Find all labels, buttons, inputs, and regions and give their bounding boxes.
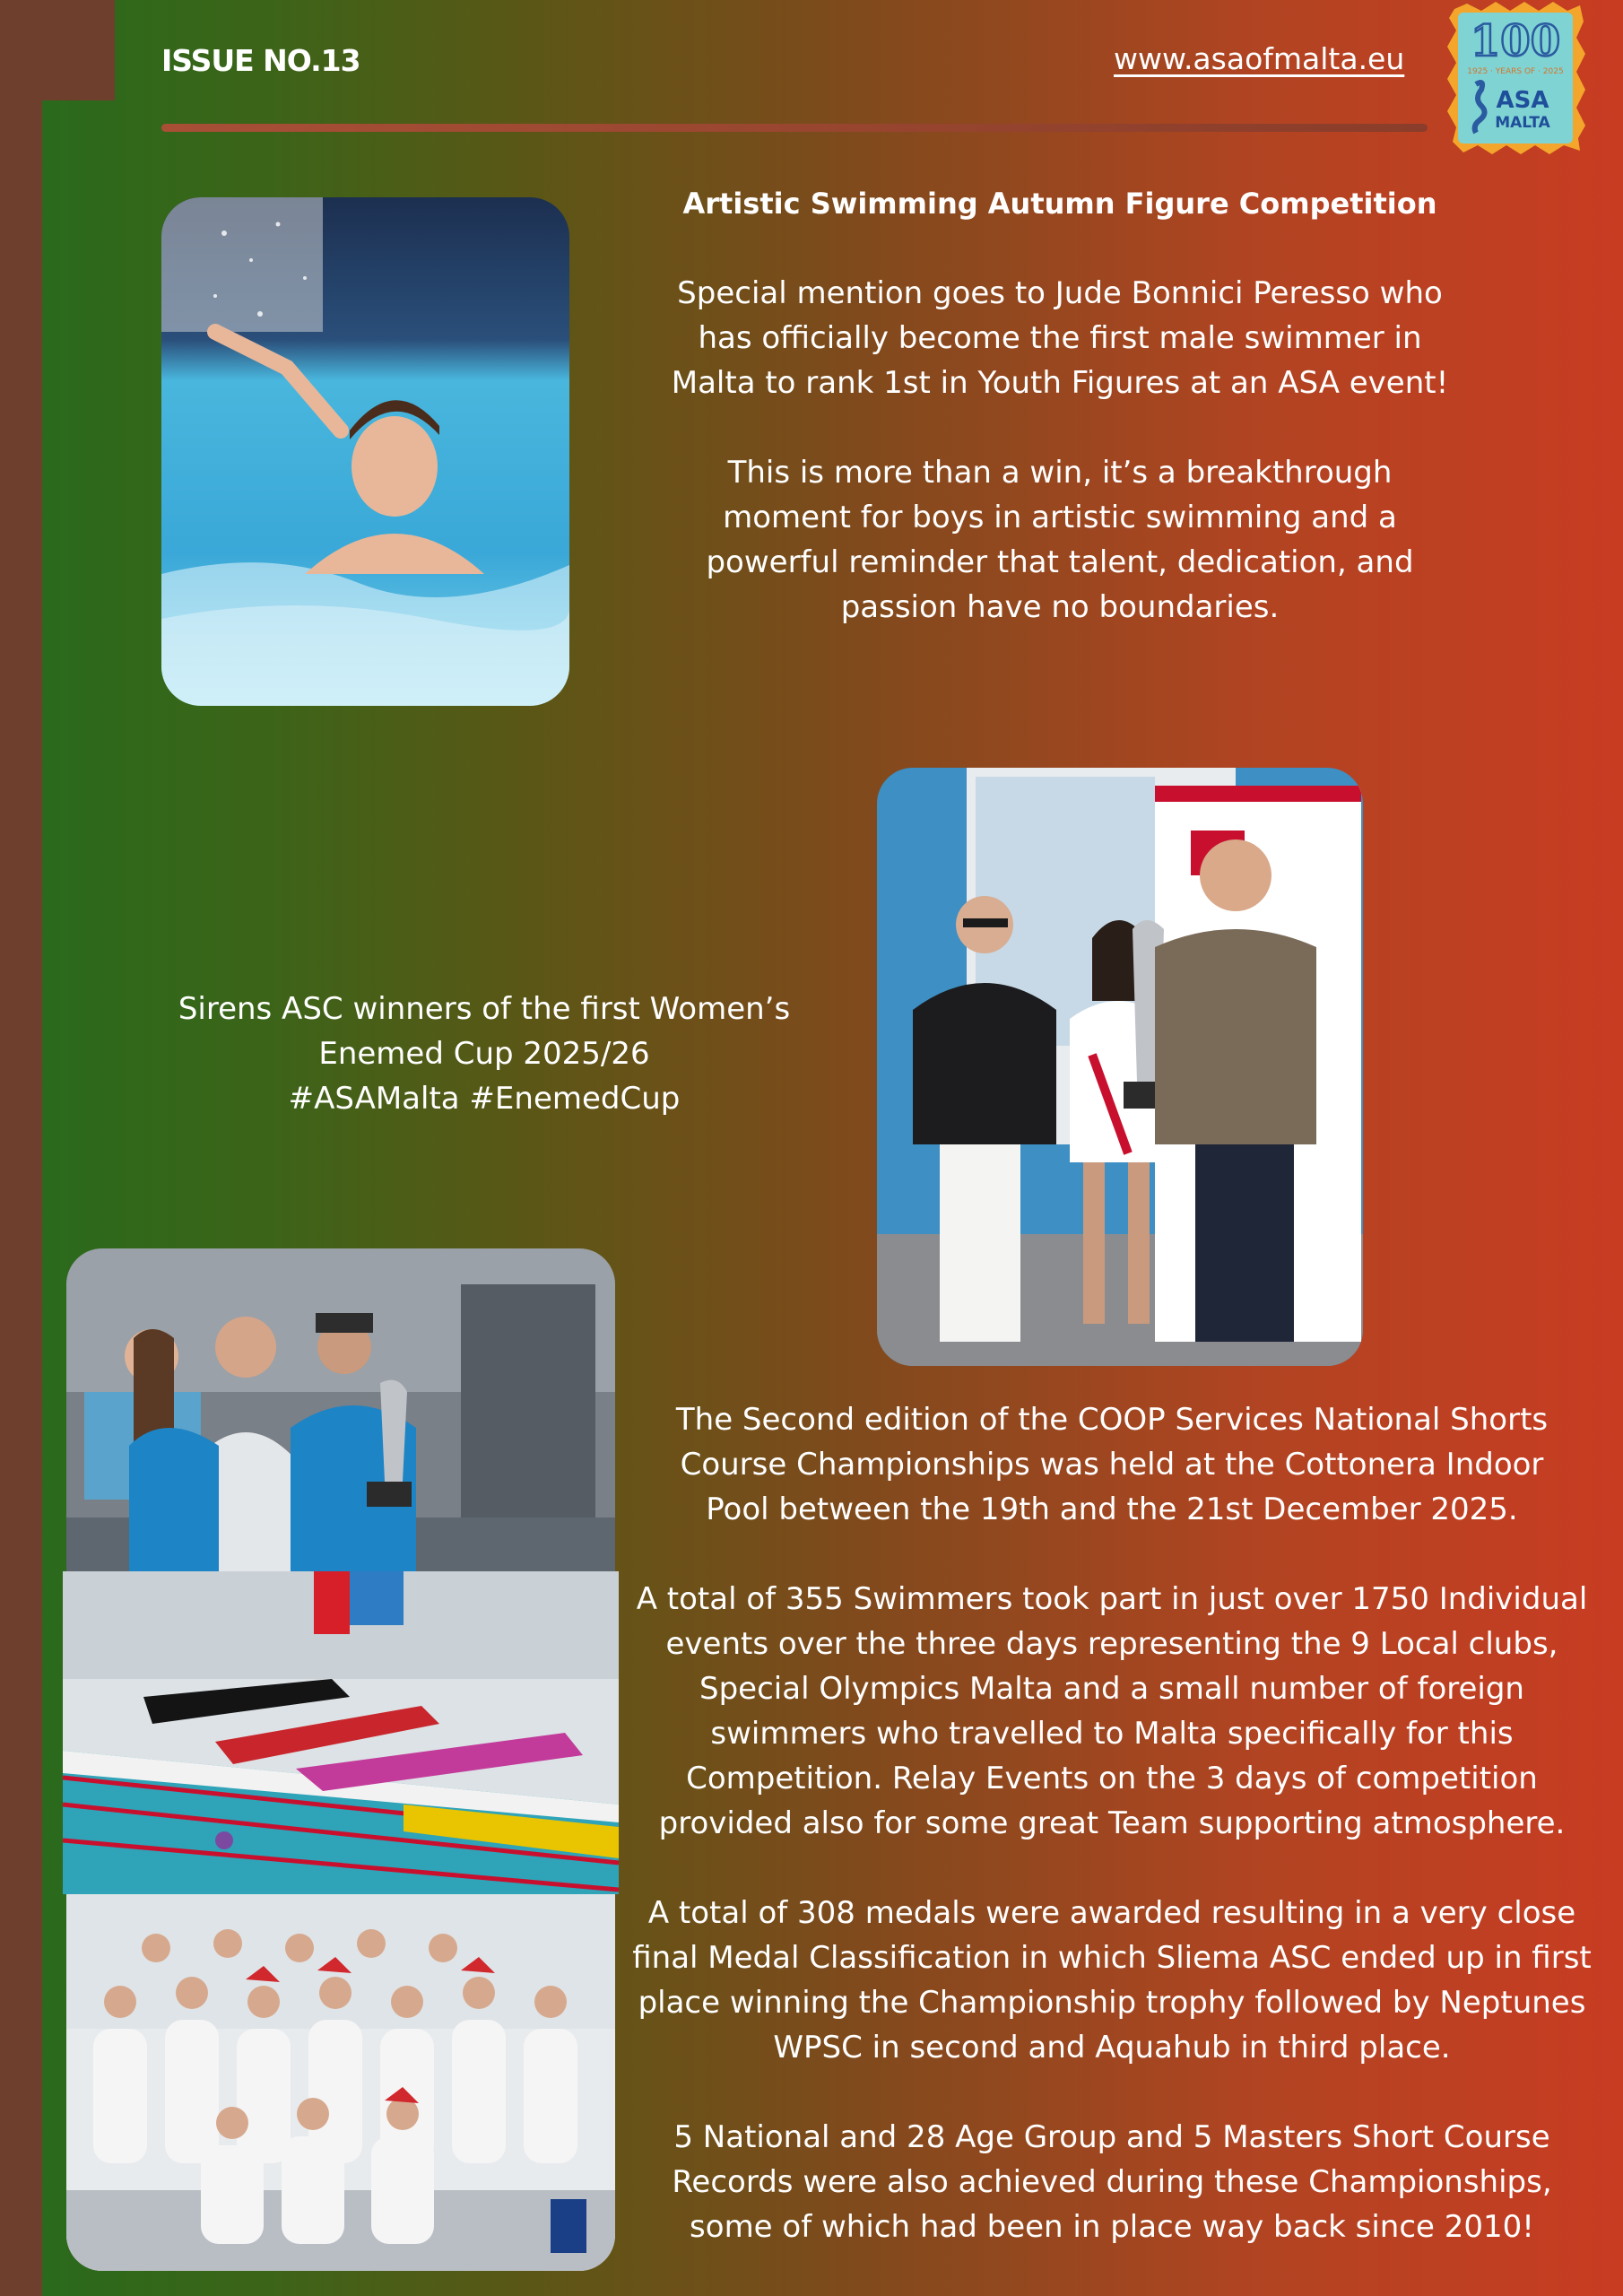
logo-name-bottom: MALTA xyxy=(1495,114,1550,132)
header-divider xyxy=(161,124,1428,132)
asa-malta-centenary-logo xyxy=(1445,2,1585,154)
sirens-caption-line-2: Enemed Cup 2025/26 xyxy=(318,1036,650,1072)
championship-paragraph-4: 5 National and 28 Age Group and 5 Masters Short Course Records were also achieved during these Championships, some of which had been in place way back since 2010! xyxy=(672,2119,1552,2245)
logo-years: 1925 · YEARS OF · 2025 xyxy=(1467,67,1564,76)
logo-number: 100 xyxy=(1470,16,1561,66)
sirens-caption-line-1: Sirens ASC winners of the first Women’s xyxy=(178,991,791,1027)
sirens-caption-line-3: #ASAMalta #EnemedCup xyxy=(288,1081,681,1117)
photo-trophy-presentation xyxy=(66,1248,615,1571)
artistic-paragraph-1: Special mention goes to Jude Bonnici Peresso who has officially become the first male swimmer in Malta to rank 1st in Youth Figures at an ASA event! xyxy=(671,275,1449,401)
issue-number: ISSUE NO.13 xyxy=(161,43,360,78)
sirens-caption xyxy=(143,987,825,1121)
photo-artistic-swimmer xyxy=(161,197,569,706)
logo-name-top: ASA xyxy=(1496,87,1549,114)
championship-paragraph-2: A total of 355 Swimmers took part in just over 1750 Individual events over the three days representing the 9 Local clubs, Special Olympics Malta and a small number of foreign swimmers who travelled to Malta specifically for this Competition. Relay Events on the 3 days of competition provided also for some great Team supporting atmosphere. xyxy=(636,1581,1588,1841)
website-link[interactable]: www.asaofmalta.eu xyxy=(1114,41,1405,76)
photo-race-start xyxy=(63,1571,619,1894)
championship-paragraph-1: The Second edition of the COOP Services National Shorts Course Championships was held at the Cottonera Indoor Pool between the 19th and the 21st December 2025. xyxy=(675,1402,1549,1527)
championship-paragraph-3: A total of 308 medals were awarded resulting in a very close final Medal Classification in which Sliema ASC ended up in first place winning the Championship trophy followed by Neptunes WPSC in second and Aquahub in third place. xyxy=(632,1895,1592,2066)
artistic-section xyxy=(647,181,1472,630)
championship-section xyxy=(619,1397,1605,2249)
photo-enemed-cup-presentation xyxy=(877,768,1363,1366)
corner-tab xyxy=(0,0,115,100)
artistic-title: Artistic Swimming Autumn Figure Competition xyxy=(682,187,1437,221)
artistic-paragraph-2: This is more than a win, it’s a breakthrough moment for boys in artistic swimming and a powerful reminder that talent, dedication, and passion have no boundaries. xyxy=(706,455,1414,625)
photo-team-group xyxy=(66,1894,615,2271)
